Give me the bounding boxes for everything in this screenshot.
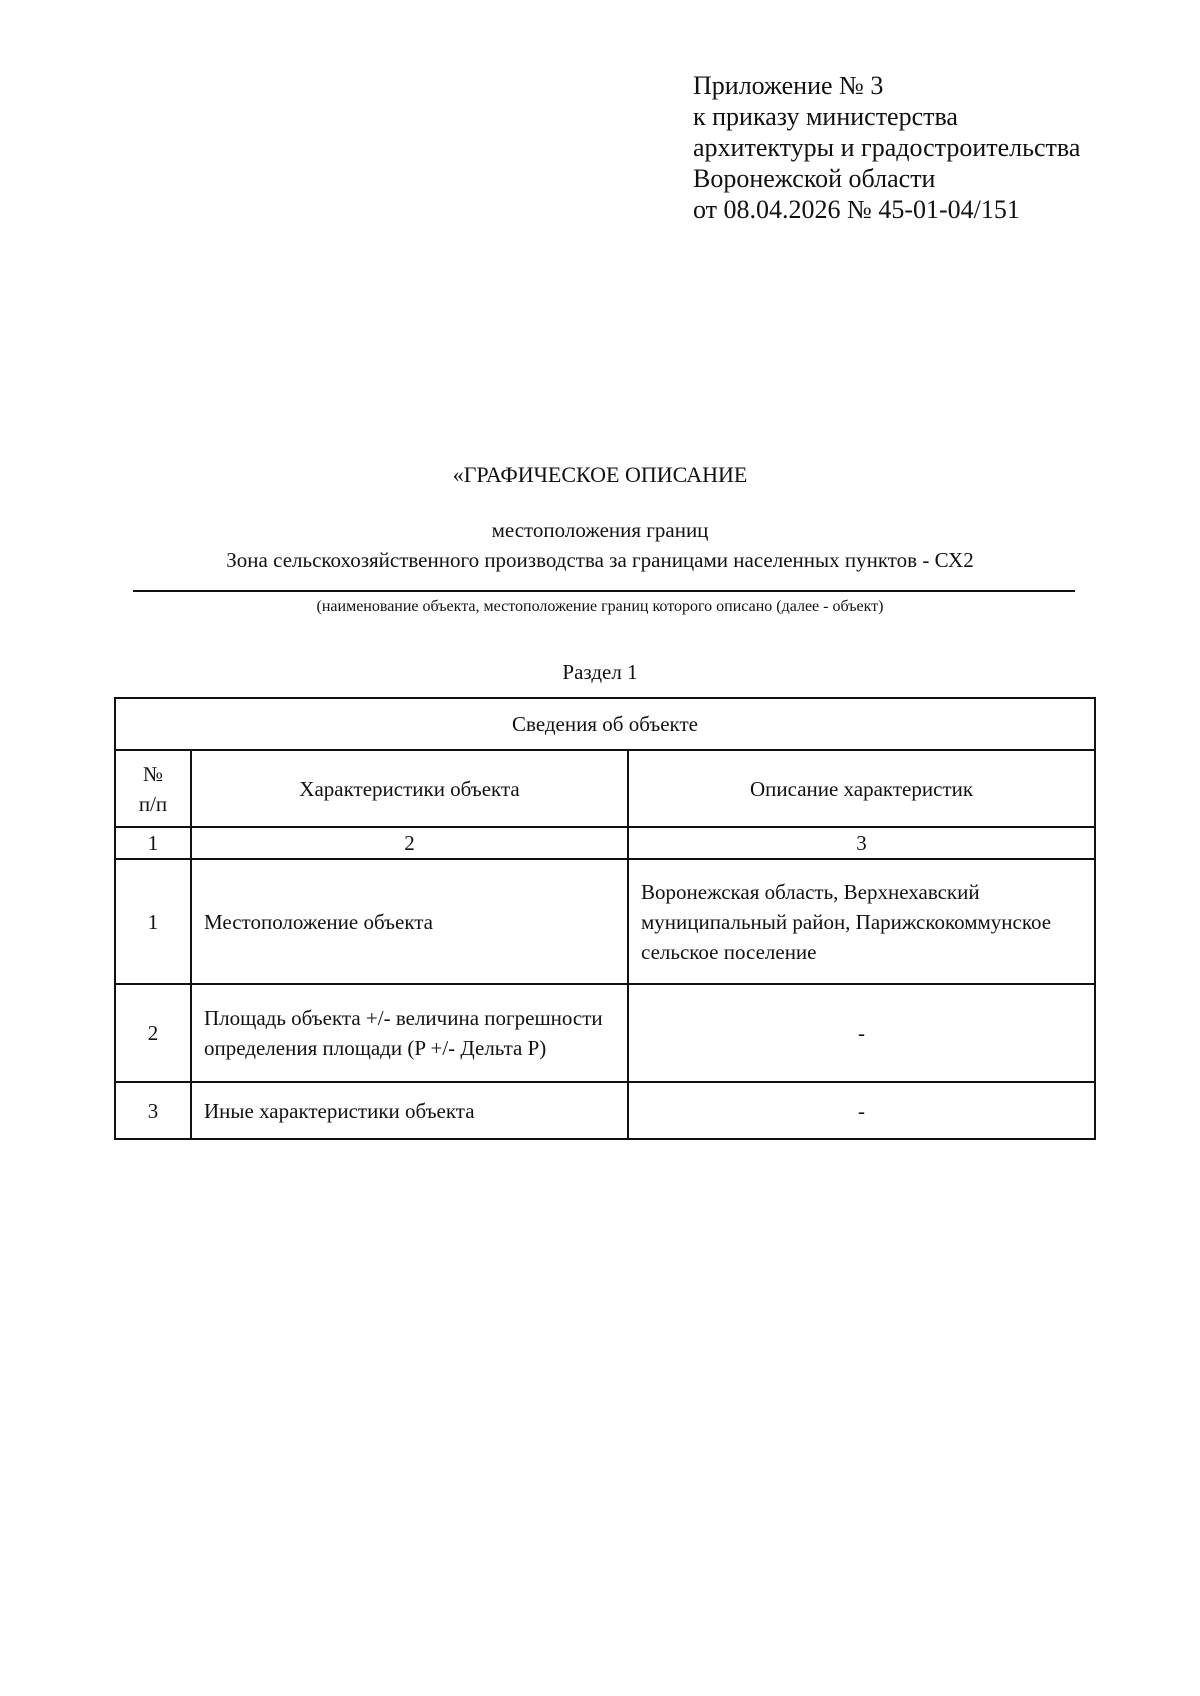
row-characteristic: Площадь объекта +/- величина погрешности определения площади (P +/- Дельта P): [191, 984, 628, 1082]
appendix-block: [693, 70, 1080, 225]
column-header-description: Описание характеристик: [628, 750, 1095, 827]
section-title: Раздел 1: [562, 660, 638, 684]
appendix-line: Приложение № 3: [693, 71, 884, 100]
row-characteristic: Иные характеристики объекта: [191, 1082, 628, 1139]
column-header-number: [115, 750, 191, 827]
row-description: Воронежская область, Верхнехавский муниципальный район, Парижскокоммунское сельское поселение: [628, 859, 1095, 984]
row-number: 3: [115, 1082, 191, 1139]
table-row: [115, 984, 1095, 1082]
table-columns-row: [115, 750, 1095, 827]
appendix-line: к приказу министерства: [693, 102, 958, 131]
column-header-number-line: п/п: [138, 791, 168, 816]
object-info-table: [114, 697, 1096, 1140]
column-index: 1: [115, 827, 191, 859]
table-row: [115, 859, 1095, 984]
appendix-line: архитектуры и градостроительства: [693, 133, 1081, 162]
table-index-row: [115, 827, 1095, 859]
appendix-line: Воронежской области: [693, 164, 936, 193]
row-characteristic: Местоположение объекта: [191, 859, 628, 984]
table-header-row: [115, 698, 1095, 750]
row-description: -: [628, 1082, 1095, 1139]
underline-divider: [133, 590, 1075, 592]
object-caption: (наименование объекта, местоположение границ которого описано (далее - объект): [316, 598, 884, 615]
table-header: Сведения об объекте: [115, 698, 1095, 750]
row-description: -: [628, 984, 1095, 1082]
column-header-number-line: №: [142, 761, 164, 786]
document-title: «ГРАФИЧЕСКОЕ ОПИСАНИЕ: [452, 462, 748, 487]
table-row: [115, 1082, 1095, 1139]
appendix-date-number: от 08.04.2026 № 45-01-04/151: [693, 195, 1020, 224]
object-name: Зона сельскохозяйственного производства за границами населенных пунктов - СХ2: [226, 548, 974, 572]
document-subtitle: местоположения границ: [491, 518, 709, 542]
row-number: 2: [115, 984, 191, 1082]
row-number: 1: [115, 859, 191, 984]
column-index: 2: [191, 827, 628, 859]
column-index: 3: [628, 827, 1095, 859]
column-header-characteristics: Характеристики объекта: [191, 750, 628, 827]
